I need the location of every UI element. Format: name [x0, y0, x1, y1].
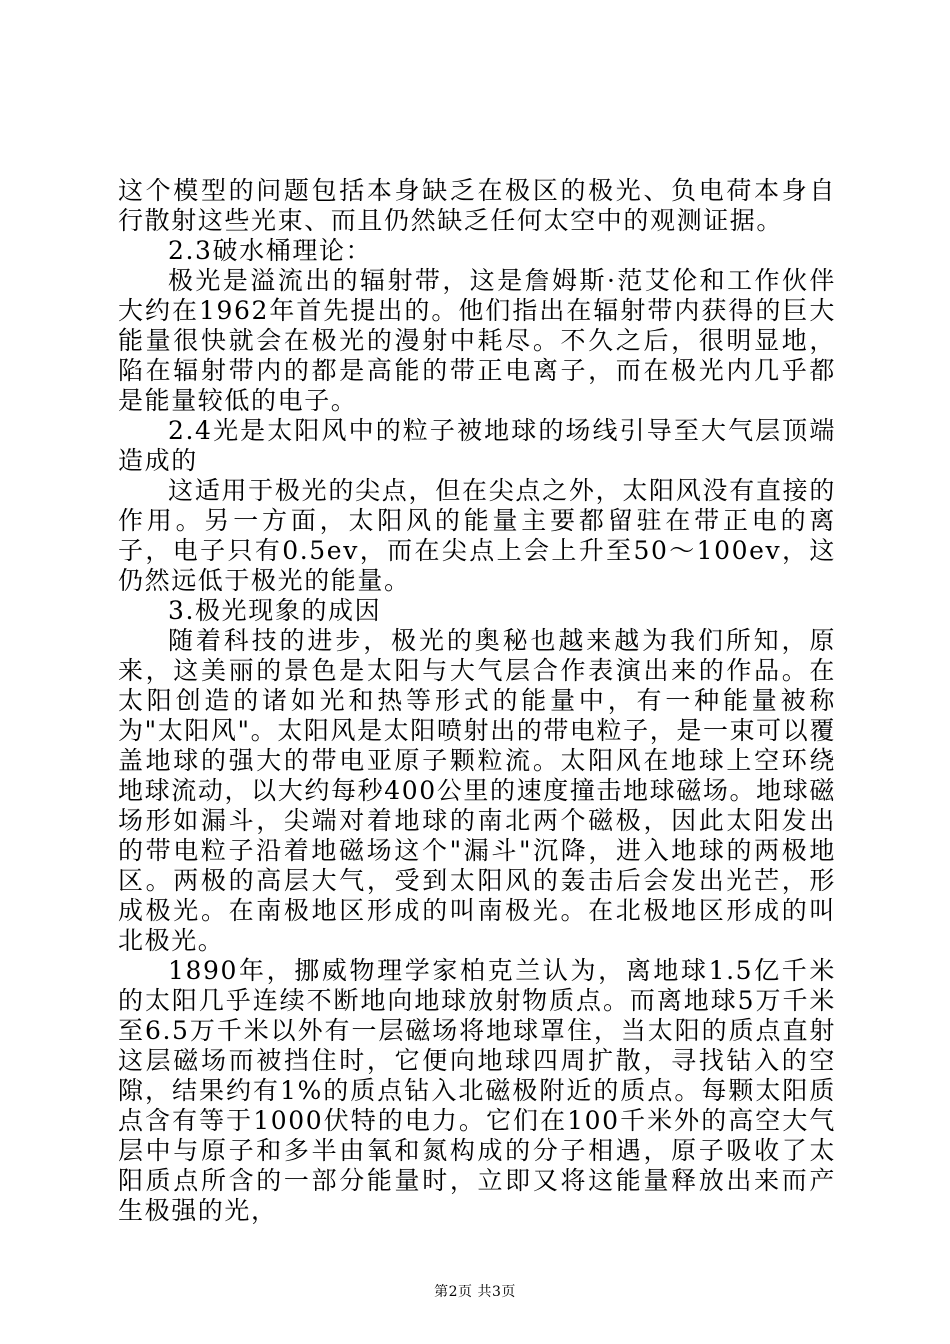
- section-heading: 3.极光现象的成因: [168, 596, 382, 625]
- paragraph: 这个模型的问题包括本身缺乏在极区的极光、负电荷本身自行散射这些光束、而且仍然缺乏任何太空中的观测证据。: [118, 176, 836, 235]
- paragraph: 这适用于极光的尖点，但在尖点之外，太阳风没有直接的作用。另一方面，太阳风的能量主要都留驻在带正电的离子，电子只有0.5ev，而在尖点上会上升至50～100ev，这仍然远低于极光的能量。: [118, 476, 836, 595]
- section-heading: 2.3破水桶理论：: [168, 236, 373, 265]
- document-body: [118, 176, 836, 1226]
- page-footer: 第2页 共3页: [434, 1284, 516, 1300]
- paragraph: 极光是溢流出的辐射带，这是詹姆斯·范艾伦和工作伙伴大约在1962年首先提出的。他们指出在辐射带内获得的巨大能量很快就会在极光的漫射中耗尽。不久之后，很明显地，陷在辐射带内的都是高能的带正电离子，而在极光内几乎都是能量较低的电子。: [118, 266, 836, 415]
- paragraph: 1890年，挪威物理学家柏克兰认为，离地球1.5亿千米的太阳几乎连续不断地向地球放射物质点。而离地球5万千米至6.5万千米以外有一层磁场将地球罩住，当太阳的质点直射这层磁场而被挡住时，它便向地球四周扩散，寻找钻入的空隙，结果约有1%的质点钻入北磁极附近的质点。每颗太阳质点含有等于1000伏特的电力。它们在100千米外的高空大气层中与原子和多半由氧和氮构成的分子相遇，原子吸收了太阳质点所含的一部分能量时，立即又将这能量释放出来而产生极强的光，: [118, 956, 836, 1225]
- section-heading: 2.4光是太阳风中的粒子被地球的场线引导至大气层顶端造成的: [118, 416, 836, 475]
- paragraph: 随着科技的进步，极光的奥秘也越来越为我们所知，原来，这美丽的景色是太阳与大气层合作表演出来的作品。在太阳创造的诸如光和热等形式的能量中，有一种能量被称为"太阳风"。太阳风是太阳喷射出的带电粒子，是一束可以覆盖地球的强大的带电亚原子颗粒流。太阳风在地球上空环绕地球流动，以大约每秒400公里的速度撞击地球磁场。地球磁场形如漏斗，尖端对着地球的南北两个磁极，因此太阳发出的带电粒子沿着地磁场这个"漏斗"沉降，进入地球的两极地区。两极的高层大气，受到太阳风的轰击后会发出光芒，形成极光。在南极地区形成的叫南极光。在北极地区形成的叫北极光。: [118, 626, 836, 955]
